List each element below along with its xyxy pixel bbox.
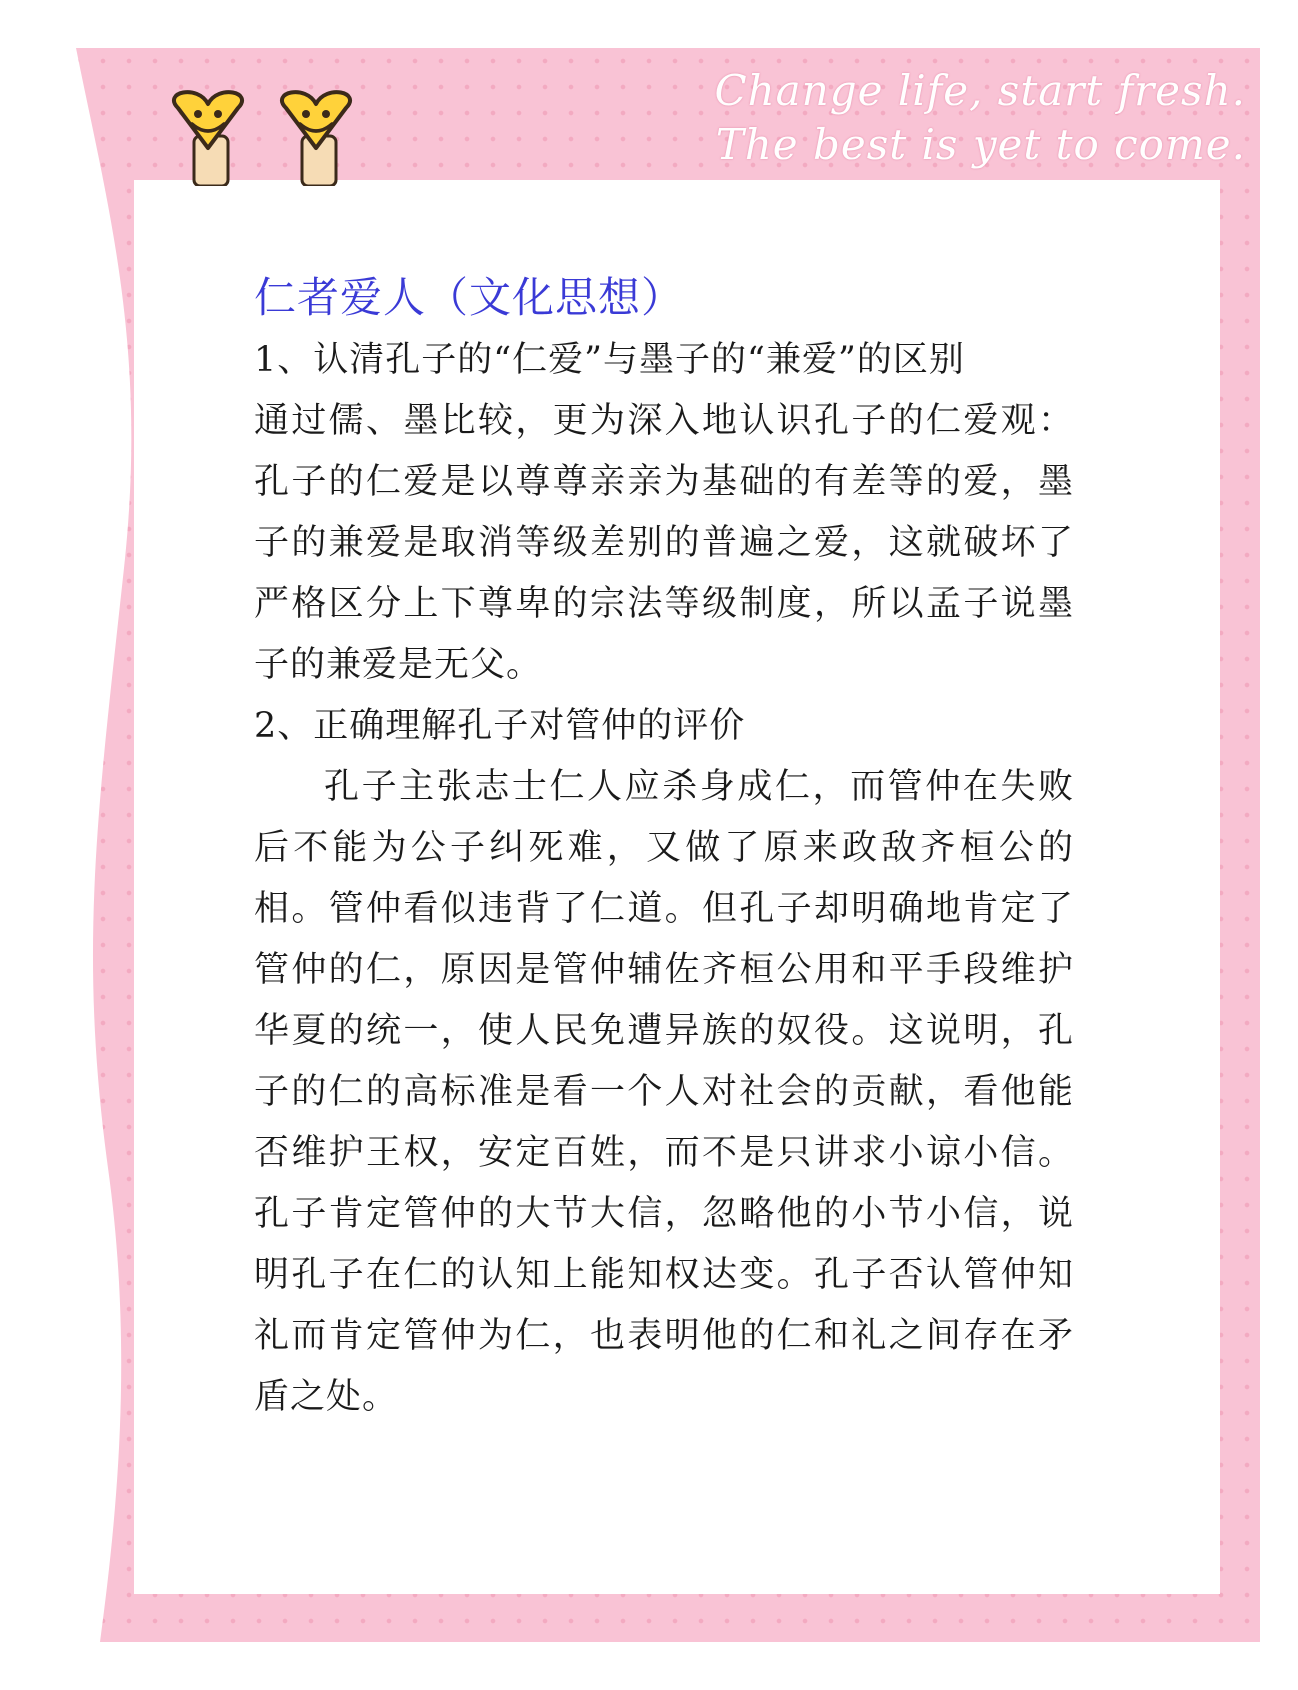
article <box>254 266 1074 1428</box>
section-1-heading: 1、认清孔子的“仁爱”与墨子的“兼爱”的区别 <box>254 340 965 380</box>
smiley-heart-icon <box>282 92 350 186</box>
mascot-decoration <box>158 86 378 186</box>
article-title: 仁者爱人（文化思想） <box>254 273 685 322</box>
motto-line-2: The best is yet to come. <box>715 120 1246 169</box>
motto-line-1: Change life, start fresh. <box>714 66 1246 115</box>
smiley-heart-icon <box>174 92 242 186</box>
section-2-heading: 2、正确理解孔子对管仲的评价 <box>254 706 746 746</box>
section-2-body: 孔子主张志士仁人应杀身成仁，而管仲在失败后不能为公子纠死难，又做了原来政敌齐桓公的相。管仲看似违背了仁道。但孔子却明确地肯定了管仲的仁，原因是管仲辅佐齐桓公用和平手段维护华夏的统一，使人民免遭异族的奴役。这说明，孔子的仁的高标准是看一个人对社会的贡献，看他能否维护王权，安定百姓，而不是只讲求小谅小信。孔子肯定管仲的大节大信，忽略他的小节小信，说明孔子在仁的认知上能知权达变。孔子否认管仲知礼而肯定管仲为仁，也表明他的仁和礼之间存在矛盾之处。 <box>254 767 1074 1417</box>
section-1-body: 通过儒、墨比较，更为深入地认识孔子的仁爱观：孔子的仁爱是以尊尊亲亲为基础的有差等的爱，墨子的兼爱是取消等级差别的普遍之爱，这就破坏了严格区分上下尊卑的宗法等级制度，所以孟子说墨子的兼爱是无父。 <box>254 401 1074 685</box>
